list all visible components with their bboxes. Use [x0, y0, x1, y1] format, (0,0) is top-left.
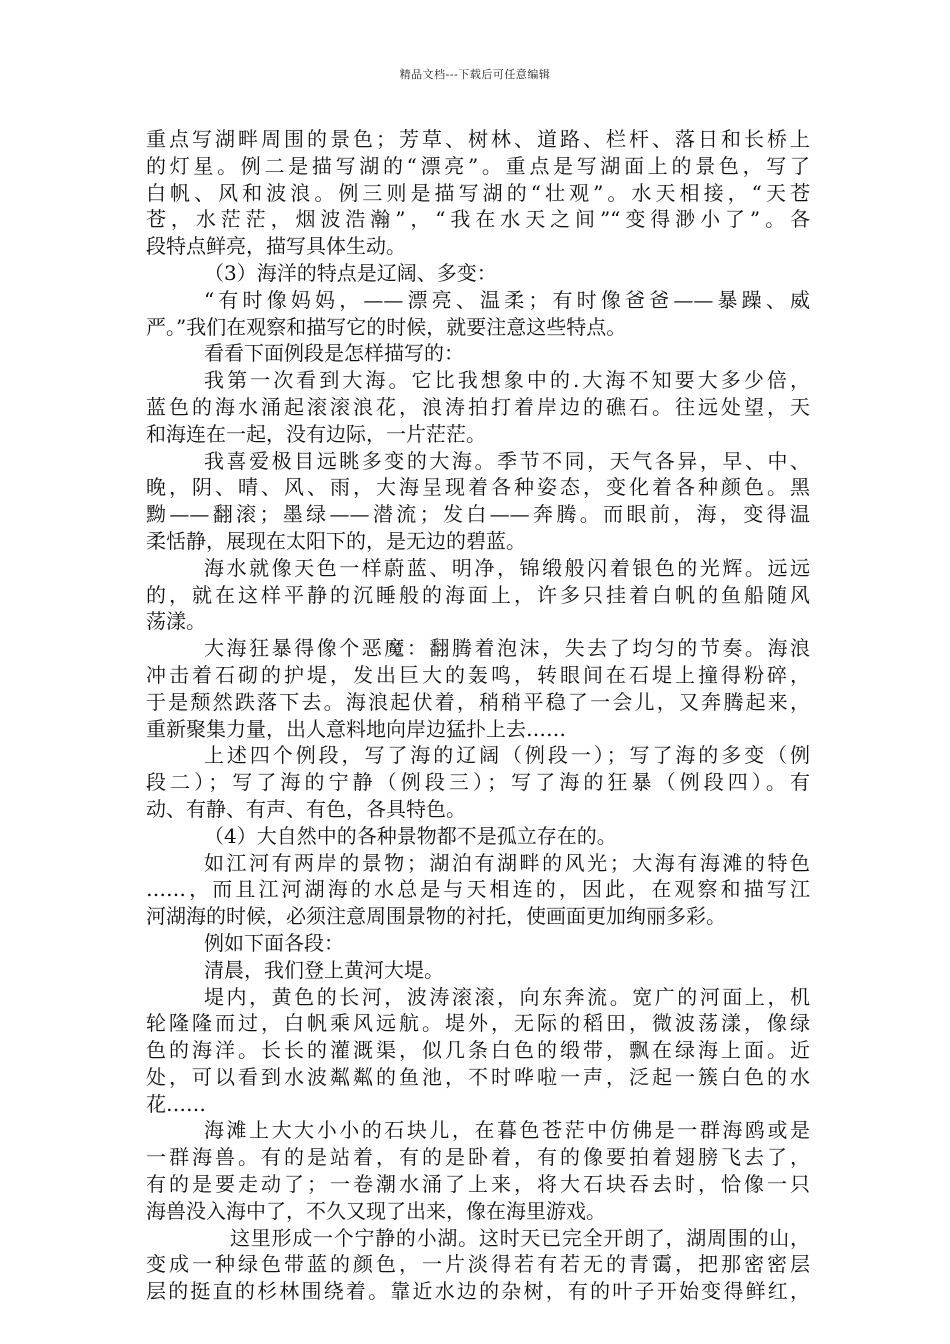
text-line: （4）大自然中的各种景物都不是孤立存在的。 [204, 823, 617, 848]
text-line: 这里形成一个宁静的小湖。这时天已完全开朗了，湖周围的山， [230, 1225, 810, 1250]
text-line: 冲击着石砌的护堤，发出巨大的轰鸣，转眼间在石堤上撞得粉碎， [146, 662, 810, 687]
text-line: 严。”我们在观察和描写它的时候，就要注意这些特点。 [146, 314, 627, 339]
text-line: 层的挺直的杉林围绕着。靠近水边的杂树，有的叶子开始变得鲜红， [146, 1279, 810, 1304]
text-line: 看看下面例段是怎样描写的： [204, 341, 464, 366]
text-line: 花…… [146, 1091, 206, 1116]
text-line: 重新聚集力量，出人意料地向岸边猛扑上去…… [146, 716, 566, 741]
text-line: 上述四个例段，写了海的辽阔（例段一）；写了海的多变（例 [204, 743, 810, 768]
text-line: 如江河有两岸的景物；湖泊有湖畔的风光；大海有海滩的特色 [204, 850, 810, 875]
text-line: （3）海洋的特点是辽阔、多变： [204, 260, 497, 285]
text-line: 处，可以看到水波粼粼的鱼池，不时哗啦一声，泛起一簇白色的水 [146, 1064, 810, 1089]
text-line: 色的海洋。长长的灌溉渠，似几条白色的缎带，飘在绿海上面。近 [146, 1038, 810, 1063]
text-line: 动、有静、有声、有色，各具特色。 [146, 796, 466, 821]
text-line: 黝——翻滚；墨绿——潜流；发白——奔腾。而眼前，海，变得温 [146, 502, 810, 527]
text-line: 的，就在这样平静的沉睡般的海面上，许多只挂着白帆的鱼船随风 [146, 582, 810, 607]
text-line: 于是颓然跌落下去。海浪起伏着，稍稍平稳了一会儿，又奔腾起来， [146, 689, 810, 714]
text-line: “有时像妈妈，——漂亮、温柔；有时像爸爸——暴躁、威 [204, 287, 810, 312]
text-line: ……，而且江河湖海的水总是与天相连的，因此，在观察和描写江 [146, 877, 810, 902]
text-line: 蓝色的海水涌起滚滚浪花，浪涛拍打着岸边的礁石。往远处望，天 [146, 394, 810, 419]
text-line: 晚，阴、晴、风、雨，大海呈现着各种姿态，变化着各种颜色。黑 [146, 475, 810, 500]
text-line: 重点写湖畔周围的景色；芳草、树林、道路、栏杆、落日和长桥上 [146, 127, 810, 151]
text-line: 大海狂暴得像个恶魔：翻腾着泡沫，失去了均匀的节奏。海浪 [204, 636, 810, 661]
text-line: 轮隆隆而过，白帆乘风远航。堤外，无际的稻田，微波荡漾，像绿 [146, 1011, 810, 1036]
text-line: 有的是要走动了；一卷潮水涌了上来，将大石块吞去时，恰像一只 [146, 1172, 810, 1197]
text-line: 我第一次看到大海。它比我想象中的.大海不知要大多少倍， [204, 368, 810, 393]
text-line: 白帆、风和波浪。例三则是描写湖的“壮观”。水天相接，“天苍 [146, 180, 810, 205]
text-line: 清晨，我们登上黄河大堤。 [204, 957, 444, 982]
text-line: 河湖海的时候，必须注意周围景物的衬托，使画面更加绚丽多彩。 [146, 904, 726, 929]
text-line: 柔恬静，展现在太阳下的，是无边的碧蓝。 [146, 528, 526, 553]
page-header: 精品文档---下载后可任意编辑 [399, 68, 551, 81]
text-line: 海水就像天色一样蔚蓝、明净，锦缎般闪着银色的光辉。远远 [204, 555, 810, 580]
text-line: 海滩上大大小小的石块儿，在暮色苍茫中仿佛是一群海鸥或是 [204, 1118, 810, 1143]
text-line: 荡漾。 [146, 609, 206, 634]
text-line: 堤内，黄色的长河，波涛滚滚，向东奔流。宽广的河面上，机 [204, 984, 810, 1009]
text-line: 例如下面各段： [204, 930, 344, 955]
text-line: 苍，水茫茫，烟波浩瀚”，“我在水天之间”“变得渺小了”。各 [146, 207, 810, 232]
text-line: 段二）；写了海的宁静（例段三）；写了海的狂暴（例段四）。有 [146, 770, 810, 795]
document-body [146, 126, 810, 1305]
text-line: 段特点鲜亮，描写具体生动。 [146, 234, 406, 259]
text-line: 一群海兽。有的是站着，有的是卧着，有的像要拍着翅膀飞去了， [146, 1145, 810, 1170]
text-line: 我喜爱极目远眺多变的大海。季节不同，天气各异，早、中、 [204, 448, 810, 473]
text-line: 变成一种绿色带蓝的颜色，一片淡得若有若无的青霭，把那密密层 [146, 1252, 810, 1277]
text-line: 和海连在一起，没有边际，一片茫茫。 [146, 421, 486, 446]
text-line: 海兽没入海中了，不久又现了出来，像在海里游戏。 [146, 1198, 606, 1223]
text-line: 的灯星。例二是描写湖的“漂亮”。重点是写湖面上的景色，写了 [146, 153, 810, 178]
